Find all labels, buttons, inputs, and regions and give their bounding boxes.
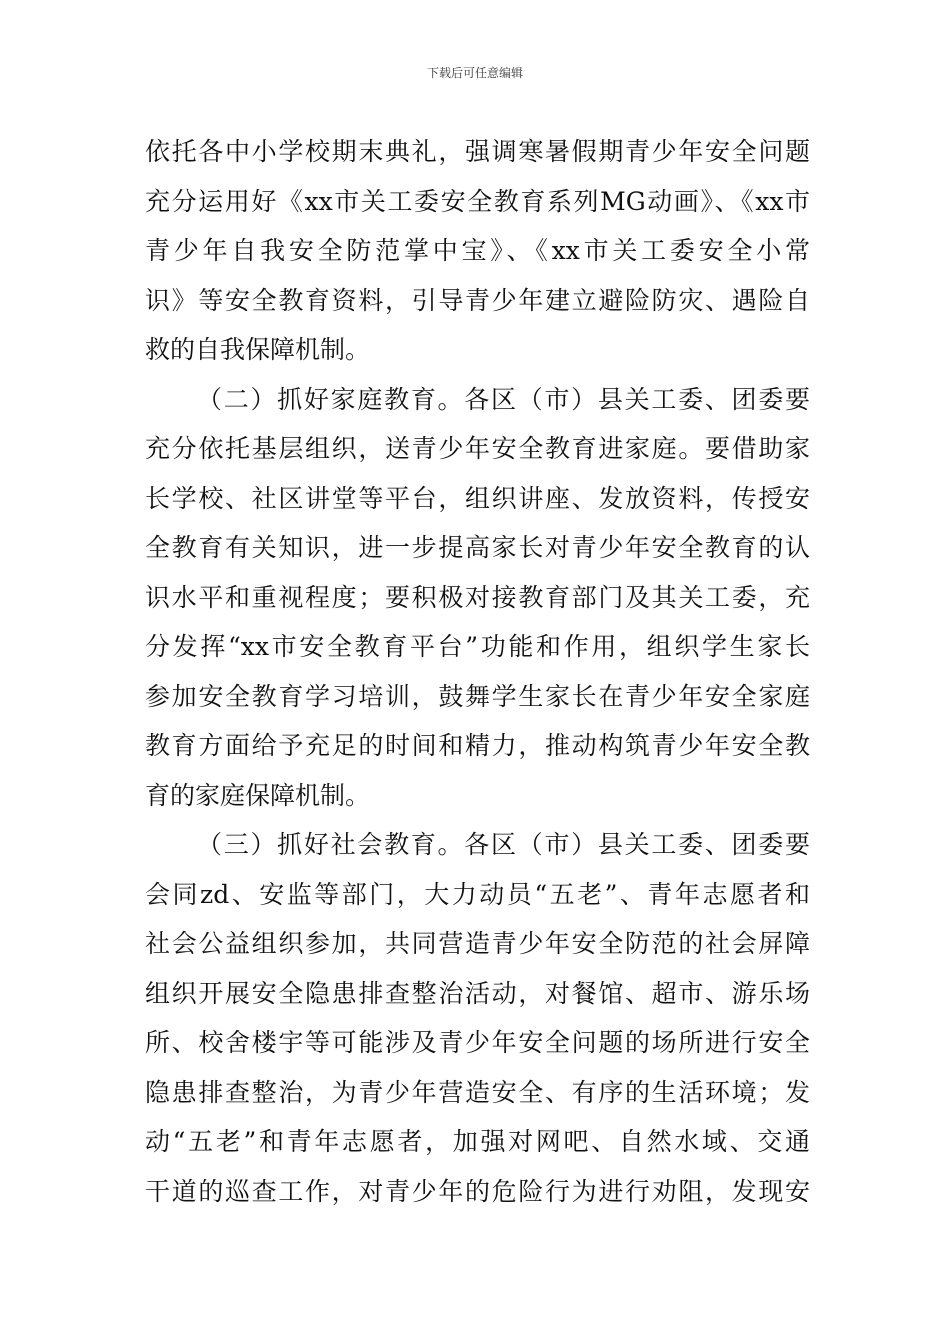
page-header: 下载后可任意编辑 [426,66,523,80]
text-line: 充分运用好《xx市关工委安全教育系列MG动画》、《xx市 [145,186,810,216]
text-line: 会同zd、安监等部门，大力动员“五老”、青年志愿者和 [145,879,810,909]
text-line: 全教育有关知识，进一步提高家长对青少年安全教育的认 [145,533,810,562]
text-line: 依托各中小学校期末典礼，强调寒暑假期青少年安全问题 [145,137,810,166]
text-line: 青少年自我安全防范掌中宝》、《xx市关工委安全小常 [145,236,810,265]
text-line: 教育方面给予充足的时间和精力，推动构筑青少年安全教 [145,731,810,760]
text-line: 隐患排查整治，为青少年营造安全、有序的生活环境；发 [145,1077,810,1107]
text-line: 长学校、社区讲堂等平台，组织讲座、发放资料，传授安 [145,483,810,513]
text-line: 干道的巡查工作，对青少年的危险行为进行劝阻，发现安 [145,1176,810,1206]
text-line: 参加安全教育学习培训，鼓舞学生家长在青少年安全家庭 [145,681,810,711]
document-body [145,127,810,1216]
text-line: 育的家庭保障机制。 [145,780,371,810]
text-line: （二）抓好家庭教育。各区（市）县关工委、团委要 [197,384,810,414]
text-line: 所、校舍楼宇等可能涉及青少年安全问题的场所进行安全 [145,1028,810,1057]
text-line: 充分依托基层组织，送青少年安全教育进家庭。要借助家 [145,434,810,463]
text-line: （三）抓好社会教育。各区（市）县关工委、团委要 [197,830,810,859]
text-line: 组织开展安全隐患排查整治活动，对餐馆、超市、游乐场 [145,978,810,1008]
text-line: 救的自我保障机制。 [145,335,371,364]
text-line: 识》等安全教育资料，引导青少年建立避险防灾、遇险自 [145,285,810,315]
text-line: 动“五老”和青年志愿者，加强对网吧、自然水域、交通 [145,1127,810,1156]
text-line: 分发挥“xx市安全教育平台”功能和作用，组织学生家长 [145,632,810,661]
text-line: 识水平和重视程度；要积极对接教育部门及其关工委，充 [145,582,810,612]
text-line: 社会公益组织参加，共同营造青少年安全防范的社会屏障 [145,929,810,958]
